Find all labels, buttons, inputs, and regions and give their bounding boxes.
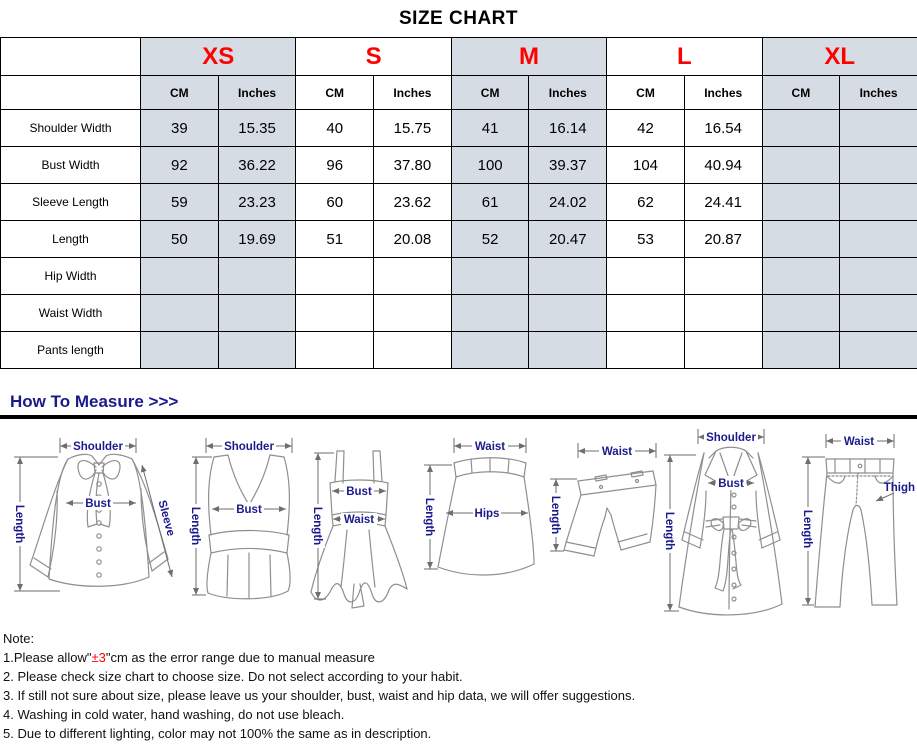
table-cell [374,332,452,369]
table-cell [296,295,374,332]
note-1-text-end: "cm as the error range due to manual measure [105,650,375,665]
row-label: Length [1,221,141,258]
table-cell [762,258,840,295]
table-cell [218,332,296,369]
table-cell [762,332,840,369]
blouse-outline [30,454,168,586]
table-cell: 61 [451,184,529,221]
table-cell [762,147,840,184]
pants-waist-label: Waist [843,436,875,448]
coat-bust-label: Bust [718,478,744,490]
skirt-length-label: Length [423,497,435,537]
row-label: Pants length [1,332,141,369]
table-cell [684,332,762,369]
table-cell: 36.22 [218,147,296,184]
table-cell [762,184,840,221]
tank-bust-label: Bust [236,504,262,516]
shorts-length-label: Length [549,495,561,535]
table-cell [374,258,452,295]
table-row-pants-length [1,332,917,369]
table-cell: 37.80 [374,147,452,184]
blouse-sleeve-label: Sleeve [155,499,177,538]
tank-top-dimensions [189,438,292,595]
table-cell: 15.75 [374,110,452,147]
note-2: 2. Please check size chart to choose size. Do not select according to your habit. [3,669,463,684]
table-cell [762,295,840,332]
skirt-waist-label: Waist [474,441,506,453]
unit-header: Inches [684,76,762,110]
dress-bust-label: Bust [346,486,372,498]
table-cell [218,295,296,332]
table-cell: 20.87 [684,221,762,258]
unit-header: CM [296,76,374,110]
table-cell: 92 [141,147,219,184]
table-cell [374,295,452,332]
page-title: SIZE CHART [399,8,518,29]
table-row-sleeve-length [1,184,917,221]
table-cell: 23.62 [374,184,452,221]
note-5: 5. Due to different lighting, color may not 100% the same as in description. [3,726,432,741]
table-row-bust-width [1,147,917,184]
table-cell [840,295,917,332]
table-cell: 62 [607,184,685,221]
table-row-shoulder-width [1,110,917,147]
note-3: 3. If still not sure about size, please leave us your shoulder, bust, waist and hip data, we will offer suggestions. [3,688,636,703]
table-cell [840,221,917,258]
coat-outline [679,447,782,615]
skirt-hips-label: Hips [474,508,500,520]
table-cell: 52 [451,221,529,258]
table-cell: 100 [451,147,529,184]
row-label: Bust Width [1,147,141,184]
note-1 [3,648,917,667]
table-cell [451,295,529,332]
units-header-row [1,76,917,110]
pants-length-label: Length [801,509,813,549]
size-header-xl: XL [762,38,917,76]
table-row-length [1,221,917,258]
shorts-dimensions [549,443,656,551]
shorts-outline [564,471,656,556]
how-to-measure-heading: How To Measure >>> [10,392,179,411]
table-cell: 20.47 [529,221,607,258]
coat-shoulder-label: Shoulder [706,432,756,444]
unit-header: CM [451,76,529,110]
size-header-xs: XS [141,38,296,76]
table-cell [607,258,685,295]
shorts-waist-label: Waist [601,446,633,458]
table-cell [840,184,917,221]
table-row-waist-width [1,295,917,332]
table-cell [840,110,917,147]
row-label: Hip Width [1,258,141,295]
notes-heading: Note: [3,631,35,646]
tank-length-label: Length [189,506,201,546]
table-cell: 104 [607,147,685,184]
table-cell: 60 [296,184,374,221]
figure-shorts [549,443,656,556]
figure-dress [311,451,407,608]
note-1-tolerance: ±3 [91,650,106,665]
size-header-m: M [451,38,606,76]
corner-cell [1,38,141,76]
dress-outline [311,451,407,608]
table-cell [529,295,607,332]
table-cell: 24.02 [529,184,607,221]
table-cell [762,221,840,258]
dress-dimensions [311,453,386,599]
pants-dimensions [801,434,915,605]
table-cell [840,147,917,184]
table-cell: 96 [296,147,374,184]
table-cell [684,258,762,295]
coat-length-label: Length [663,511,675,551]
table-cell [218,258,296,295]
table-cell: 50 [141,221,219,258]
table-cell: 51 [296,221,374,258]
dress-length-label: Length [311,506,323,546]
table-cell [296,258,374,295]
row-label: Shoulder Width [1,110,141,147]
unit-header: Inches [218,76,296,110]
figure-blouse [13,438,179,591]
table-cell [840,258,917,295]
figure-skirt [423,438,534,575]
tank-top-outline [207,455,290,599]
figure-tank-top [189,438,292,599]
table-cell [141,332,219,369]
skirt-dimensions [423,438,528,569]
table-cell: 23.23 [218,184,296,221]
table-cell [529,258,607,295]
blouse-shoulder-label: Shoulder [73,441,123,453]
table-cell: 16.14 [529,110,607,147]
size-header-row [1,38,917,76]
table-cell: 59 [141,184,219,221]
blouse-bust-label: Bust [85,498,111,510]
table-row-hip-width [1,258,917,295]
table-cell [684,295,762,332]
unit-header: Inches [529,76,607,110]
pants-thigh-label: Thigh [883,482,915,494]
table-cell: 16.54 [684,110,762,147]
figure-pants [801,434,915,607]
table-cell [451,332,529,369]
table-cell [296,332,374,369]
table-cell: 24.41 [684,184,762,221]
note-4: 4. Washing in cold water, hand washing, do not use bleach. [3,707,345,722]
tank-shoulder-label: Shoulder [224,441,274,453]
unit-header: Inches [374,76,452,110]
table-cell [141,258,219,295]
unit-header: CM [607,76,685,110]
table-cell [840,332,917,369]
blouse-length-label: Length [13,504,25,544]
size-header-s: S [296,38,451,76]
table-cell: 39.37 [529,147,607,184]
table-cell [762,110,840,147]
unit-header: Inches [840,76,917,110]
table-cell: 39 [141,110,219,147]
table-cell [141,295,219,332]
row-label: Sleeve Length [1,184,141,221]
table-cell: 41 [451,110,529,147]
table-cell [607,295,685,332]
table-cell [451,258,529,295]
table-cell: 20.08 [374,221,452,258]
size-header-l: L [607,38,762,76]
corner-cell [1,76,141,110]
table-cell: 15.35 [218,110,296,147]
size-chart-table [0,37,917,369]
dress-waist-label: Waist [343,514,375,526]
table-cell: 42 [607,110,685,147]
table-cell: 53 [607,221,685,258]
figure-coat [663,429,782,615]
table-cell: 40.94 [684,147,762,184]
notes-section [0,625,917,743]
table-cell [607,332,685,369]
unit-header: CM [762,76,840,110]
note-1-text: 1.Please allow" [3,650,92,665]
unit-header: CM [141,76,219,110]
table-cell [529,332,607,369]
row-label: Waist Width [1,295,141,332]
how-to-measure-figures [0,419,917,625]
table-cell: 19.69 [218,221,296,258]
table-cell: 40 [296,110,374,147]
